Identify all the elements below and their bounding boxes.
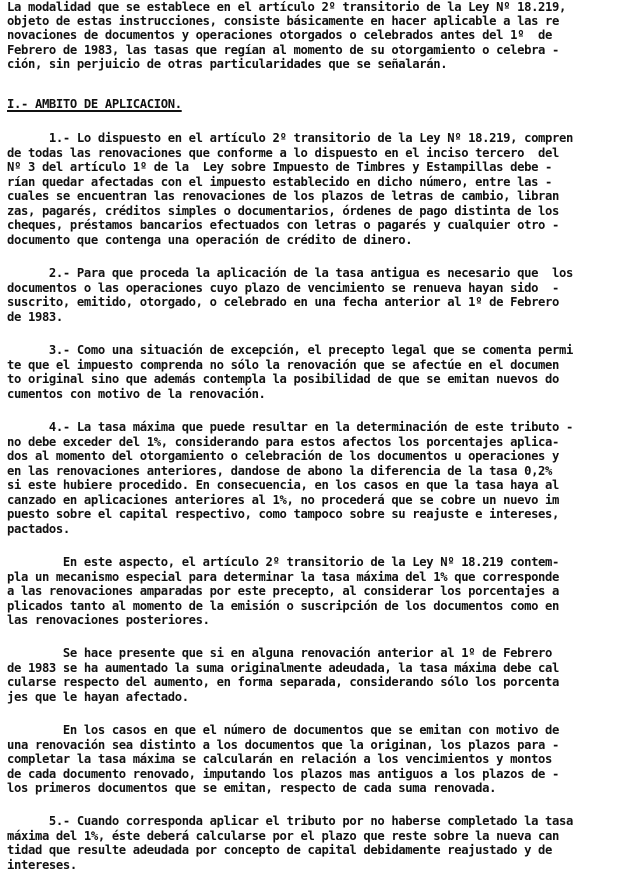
text-line: en las renovaciones anteriores, dandose de abono la diferencia de la tasa 0,2% [7, 464, 553, 478]
text-line: 2.- Para que proceda la aplicación de la tasa antigua es necesario que los [7, 266, 573, 280]
text-line: plicados tanto al momento de la emisión o suscripción de los documentos como en [7, 599, 560, 613]
text-line: 3.- Como una situación de excepción, el precepto legal que se comenta permi [7, 343, 573, 357]
text-line: las renovaciones posteriores. [7, 613, 210, 627]
text-line: En este aspecto, el artículo 2º transitorio de la Ley Nº 18.219 contem- [7, 555, 560, 569]
text-line: canzado en aplicaciones anteriores al 1%, no procederá que se cobre un nuevo im [7, 493, 560, 507]
text-line: una renovación sea distinto a los documentos que la originan, los plazos para - [7, 738, 560, 752]
text-line: los primeros documentos que se emitan, respecto de cada suma renovada. [7, 781, 497, 795]
text-line: intereses. [7, 858, 77, 872]
text-line: dos al momento del otorgamiento o celebración de los documentos u operaciones y [7, 449, 560, 463]
text-line: ción, sin perjuicio de otras particularidades que se señalarán. [7, 57, 448, 71]
text-line: Nº 3 del artículo 1º de la Ley sobre Impuesto de Timbres y Estampillas debe - [7, 160, 553, 174]
text-line: zas, pagarés, créditos simples o documentarios, órdenes de pago distinta de los [7, 204, 560, 218]
text-line: 4.- La tasa máxima que puede resultar en la determinación de este tributo - [7, 420, 573, 434]
text-line: de todas las renovaciones que conforme a lo dispuesto en el inciso tercero del [7, 146, 560, 160]
section-heading: I.- AMBITO DE APLICACION. [7, 97, 182, 111]
text-line: objeto de estas instrucciones, consiste básicamente en hacer aplicable a las re [7, 14, 560, 28]
text-line: cuales se encuentran las renovaciones de los plazos de letras de cambio, libran [7, 189, 560, 203]
text-line: cheques, préstamos bancarios efectuados con letras o pagarés y cualquier otro - [7, 218, 560, 232]
text-line: si este hubiere procedido. En consecuencia, en los casos en que la tasa haya al [7, 478, 560, 492]
text-line: de cada documento renovado, imputando los plazos mas antiguos a los plazos de - [7, 767, 560, 781]
text-line: novaciones de documentos y operaciones otorgados o celebrados antes del 1º de [7, 28, 553, 42]
text-line: máxima del 1%, éste deberá calcularse por el plazo que reste sobre la nueva can [7, 829, 560, 843]
text-line: pla un mecanismo especial para determinar la tasa máxima del 1% que corresponde [7, 570, 560, 584]
text-line: rían quedar afectadas con el impuesto establecido en dicho número, entre las - [7, 175, 553, 189]
text-line: Se hace presente que si en alguna renovación anterior al 1º de Febrero [7, 646, 553, 660]
text-line: to original sino que además contempla la posibilidad de que se emitan nuevos do [7, 372, 560, 386]
text-line: de 1983 se ha aumentado la suma originalmente adeudada, la tasa máxima debe cal [7, 661, 560, 675]
text-line: Febrero de 1983, las tasas que regían al momento de su otorgamiento o celebra - [7, 43, 560, 57]
text-line: suscrito, emitido, otorgado, o celebrado en una fecha anterior al 1º de Febrero [7, 295, 560, 309]
text-line: cularse respecto del aumento, en forma separada, considerando sólo los porcenta [7, 675, 560, 689]
text-line: puesto sobre el capital respectivo, como tampoco sobre su reajuste e intereses, [7, 507, 560, 521]
text-line: La modalidad que se establece en el artículo 2º transitorio de la Ley Nº 18.219, [7, 0, 567, 14]
text-line: a las renovaciones amparadas por este precepto, al considerar los porcentajes a [7, 584, 560, 598]
text-line: 5.- Cuando corresponda aplicar el tributo por no haberse completado la tasa [7, 814, 573, 828]
text-line: completar la tasa máxima se calcularán en relación a los vencimientos y montos [7, 752, 553, 766]
text-line: documentos o las operaciones cuyo plazo de vencimiento se renueva hayan sido - [7, 281, 560, 295]
text-line: 1.- Lo dispuesto en el artículo 2º transitorio de la Ley Nº 18.219, compren [7, 131, 573, 145]
text-line: tidad que resulte adeudada por concepto de capital debidamente reajustado y de [7, 843, 553, 857]
text-line: cumentos con motivo de la renovación. [7, 387, 266, 401]
text-line: documento que contenga una operación de crédito de dinero. [7, 233, 413, 247]
text-line: te que el impuesto comprenda no sólo la renovación que se afectúe en el documen [7, 358, 560, 372]
text-line: de 1983. [7, 310, 63, 324]
text-line: no debe exceder del 1%, considerando para estos afectos los porcentajes aplica- [7, 435, 560, 449]
text-line: jes que le hayan afectado. [7, 690, 189, 704]
text-line: En los casos en que el número de documentos que se emitan con motivo de [7, 723, 560, 737]
text-line: pactados. [7, 522, 70, 536]
